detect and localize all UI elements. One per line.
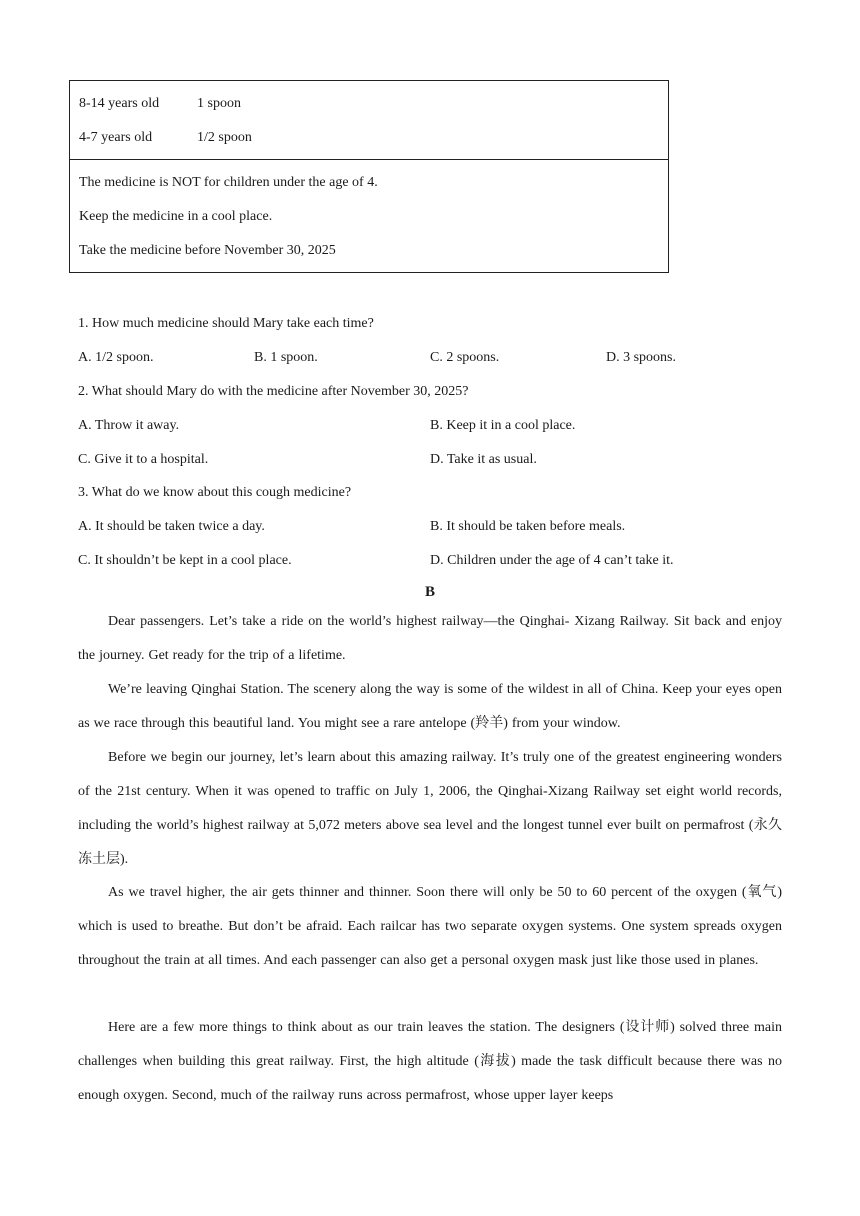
section-heading: B <box>424 584 435 600</box>
dosage-row <box>79 87 659 121</box>
passage-paragraph: We’re leaving Qinghai Station. The scenery along the way is some of the wildest in all of China. Keep your eyes open as we race through this beautiful land. You might see a rare antelope (羚羊) from your window. <box>78 682 782 731</box>
q3-option-d: D. Children under the age of 4 can’t take it. <box>430 553 674 568</box>
passage-paragraph: Before we begin our journey, let’s learn about this amazing railway. It’s truly one of the greatest engineering wonders of the 21st century. When it was opened to traffic on July 1, 2006, the Qinghai-Xizang Railway set eight world records, including the world’s highest railway at 5,072 meters above sea level and the longest tunnel ever built on permafrost (永久冻土层). <box>78 750 782 867</box>
q2-option-d: D. Take it as usual. <box>430 452 537 467</box>
passage-paragraph: Dear passengers. Let’s take a ride on the world’s highest railway—the Qinghai- Xizang Railway. Sit back and enjoy the journey. Get ready for the trip of a lifetime. <box>78 614 782 663</box>
dosage-note: The medicine is NOT for children under the age of 4. <box>79 175 378 190</box>
dosage-note: Keep the medicine in a cool place. <box>79 209 273 224</box>
q2-option-c: C. Give it to a hospital. <box>78 452 209 467</box>
passage-paragraph: Here are a few more things to think about as our train leaves the station. The designers (设计师) solved three main challenges when building this great railway. First, the high altitude (海拔) made the task difficult because there was no enough oxygen. Second, much of the railway runs across permafrost, whose upper layer keeps <box>78 1020 782 1103</box>
question-3: 3. What do we know about this cough medicine? <box>78 485 352 500</box>
q3-option-b: B. It should be taken before meals. <box>430 519 626 534</box>
dosage-amount: 1 spoon <box>197 96 241 111</box>
q3-option-c: C. It shouldn’t be kept in a cool place. <box>78 553 292 568</box>
q1-option-b: B. 1 spoon. <box>254 350 318 365</box>
q1-option-a: A. 1/2 spoon. <box>78 350 154 365</box>
q1-option-d: D. 3 spoons. <box>606 350 677 365</box>
passage-paragraph: As we travel higher, the air gets thinner and thinner. Soon there will only be 50 to 60 percent of the oxygen (氧气) which is used to breathe. But don’t be afraid. Each railcar has two separate oxygen systems. One system spreads oxygen throughout the train at all times. And each passenger can also get a personal oxygen mask just like those used in planes. <box>78 885 782 968</box>
question-1: 1. How much medicine should Mary take each time? <box>78 316 374 331</box>
dosage-amount: 1/2 spoon <box>197 130 252 145</box>
q2-option-a: A. Throw it away. <box>78 418 180 433</box>
dosage-age: 8-14 years old <box>79 96 160 111</box>
q3-option-a: A. It should be taken twice a day. <box>78 519 265 534</box>
dosage-notes <box>70 159 668 272</box>
question-2: 2. What should Mary do with the medicine after November 30, 2025? <box>78 384 469 399</box>
dosage-row <box>79 121 659 155</box>
dosage-age: 4-7 years old <box>79 130 153 145</box>
dosage-rows <box>70 81 668 159</box>
q2-option-b: B. Keep it in a cool place. <box>430 418 576 433</box>
q1-option-c: C. 2 spoons. <box>430 350 500 365</box>
dosage-note: Take the medicine before November 30, 2025 <box>79 243 336 258</box>
dosage-table <box>69 80 669 273</box>
